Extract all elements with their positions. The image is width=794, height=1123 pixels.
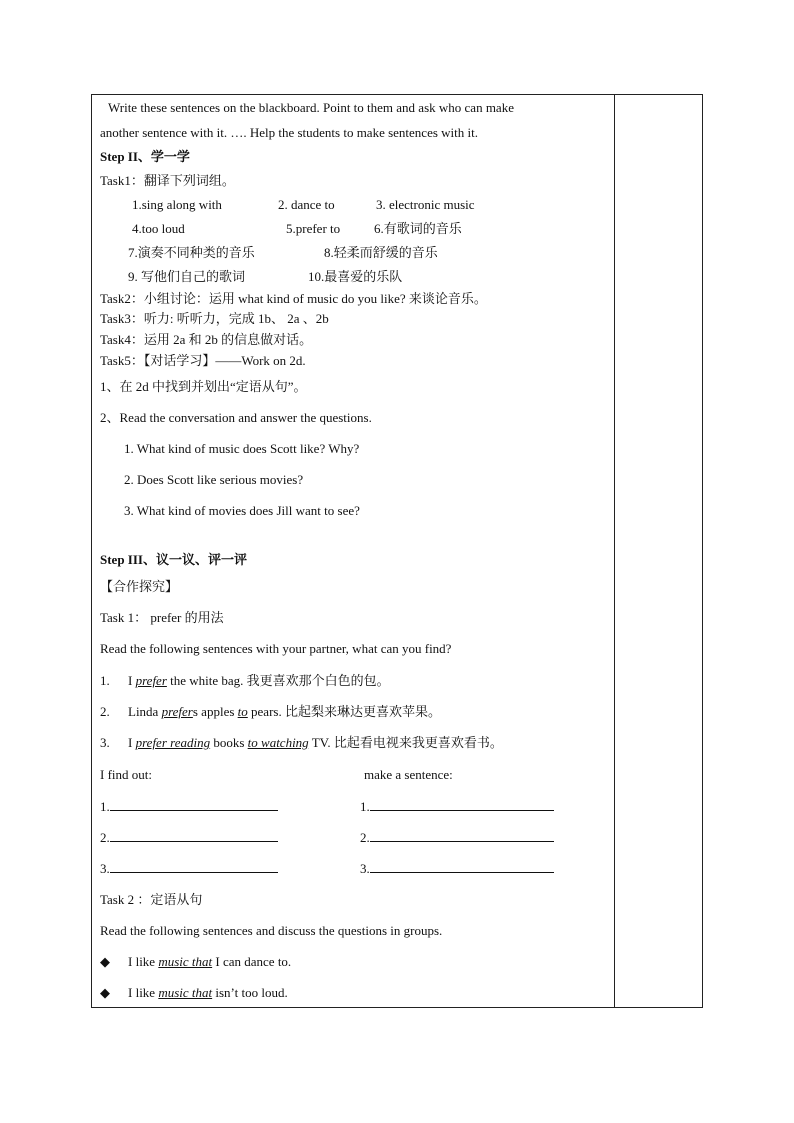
intro-line-2: another sentence with it. …. Help the students to make sentences with it. bbox=[100, 125, 478, 140]
phrase-7: 7.演奏不同种类的音乐 bbox=[128, 245, 255, 260]
phrase-6: 6.有歌词的音乐 bbox=[374, 221, 462, 236]
phrase-3: 3. electronic music bbox=[376, 197, 475, 212]
bullet-2-keyword: music that bbox=[158, 985, 213, 1000]
step3-title: Step III、议一议、评一评 bbox=[100, 552, 247, 567]
item-2: 2、Read the conversation and answer the questions. bbox=[100, 410, 372, 425]
example-2: 2. Linda prefers apples to pears. 比起梨来琳达更喜欢苹果。 bbox=[100, 704, 441, 719]
find-out-blank-3[interactable]: 3. bbox=[100, 859, 278, 878]
sentence-blank-3[interactable]: 3. bbox=[360, 859, 554, 878]
task1-instruction: Read the following sentences with your partner, what can you find? bbox=[100, 641, 452, 656]
example-2-keyword: prefer bbox=[161, 704, 193, 719]
step2-title: Step II、学一学 bbox=[100, 149, 190, 164]
phrase-8: 8.轻柔而舒缓的音乐 bbox=[324, 245, 438, 260]
bullet-sentence-1: ◆ I like music that I can dance to. bbox=[100, 954, 292, 969]
task2-instruction: Read the following sentences and discuss the questions in groups. bbox=[100, 923, 443, 938]
task2-line: Task2：小组讨论：运用 what kind of music do you like? 来谈论音乐。 bbox=[100, 291, 487, 306]
sentence-blank-2[interactable]: 2. bbox=[360, 828, 554, 847]
find-out-label: I find out: bbox=[100, 767, 152, 782]
example-2-keyword-to: to bbox=[237, 704, 248, 719]
task5-line: Task5：【对话学习】——Work on 2d. bbox=[100, 353, 306, 368]
task4-line: Task4：运用 2a 和 2b 的信息做对话。 bbox=[100, 332, 313, 347]
column-divider bbox=[614, 95, 615, 1007]
task1-title: Task 1： prefer 的用法 bbox=[100, 610, 224, 625]
find-out-blank-2[interactable]: 2. bbox=[100, 828, 278, 847]
example-3: 3. I prefer reading books to watching TV. 比起看电视来我更喜欢看书。 bbox=[100, 735, 503, 750]
task3-line: Task3：听力: 听听力，完成 1b、 2a 、2b bbox=[100, 311, 329, 326]
sentence-blank-1[interactable]: 1. bbox=[360, 797, 554, 816]
phrase-1: 1.sing along with bbox=[132, 197, 222, 212]
question-2: 2. Does Scott like serious movies? bbox=[124, 472, 304, 487]
question-3: 3. What kind of movies does Jill want to see? bbox=[124, 503, 360, 518]
task1-line: Task1：翻译下列词组。 bbox=[100, 173, 235, 188]
phrase-5: 5.prefer to bbox=[286, 221, 341, 236]
lesson-table bbox=[91, 94, 703, 1008]
phrase-4: 4.too loud bbox=[132, 221, 185, 236]
cooperative-section-heading: 【合作探究】 bbox=[100, 579, 179, 594]
example-1-number: 1. bbox=[100, 673, 110, 688]
diamond-bullet-icon: ◆ bbox=[100, 985, 110, 1000]
phrase-10: 10.最喜爱的乐队 bbox=[308, 269, 403, 284]
example-3-number: 3. bbox=[100, 735, 110, 750]
example-1: 1. I prefer the white bag. 我更喜欢那个白色的包。 bbox=[100, 673, 390, 688]
make-sentence-label: make a sentence: bbox=[364, 767, 453, 782]
phrase-9: 9. 写他们自己的歌词 bbox=[128, 269, 246, 284]
question-1: 1. What kind of music does Scott like? Why? bbox=[124, 441, 360, 456]
task2-title: Task 2 ：定语从句 bbox=[100, 892, 203, 907]
example-1-keyword: prefer bbox=[135, 673, 167, 688]
example-3-keyword-to: to watching bbox=[247, 735, 309, 750]
phrase-2: 2. dance to bbox=[278, 197, 335, 212]
find-out-blank-1[interactable]: 1. bbox=[100, 797, 278, 816]
item-1: 1、在 2d 中找到并划出“定语从句”。 bbox=[100, 379, 307, 394]
example-2-number: 2. bbox=[100, 704, 110, 719]
diamond-bullet-icon: ◆ bbox=[100, 954, 110, 969]
bullet-sentence-2: ◆ I like music that isn’t too loud. bbox=[100, 985, 288, 1000]
bullet-1-keyword: music that bbox=[158, 954, 213, 969]
example-3-keyword: prefer reading bbox=[135, 735, 211, 750]
intro-line-1: Write these sentences on the blackboard. Point to them and ask who can make bbox=[108, 100, 514, 115]
